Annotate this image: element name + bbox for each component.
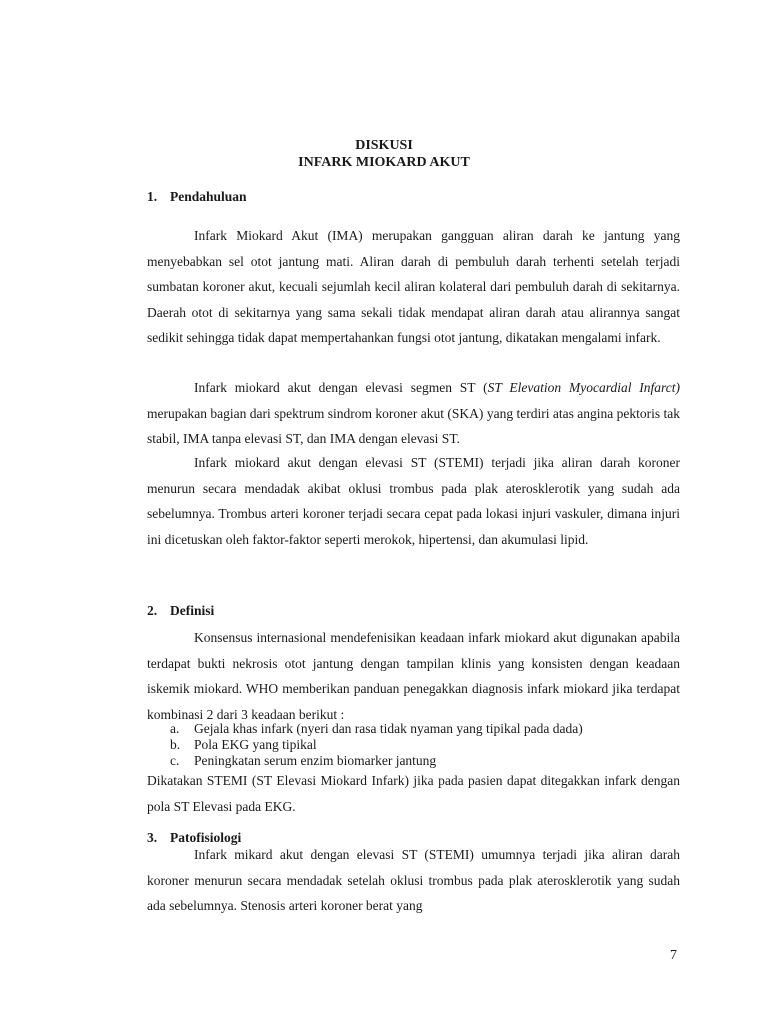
list-item: a. Gejala khas infark (nyeri dan rasa tidak nyaman yang tipikal pada dada) <box>170 721 583 736</box>
list-item: b. Pola EKG yang tipikal <box>170 737 317 752</box>
document-subtitle: INFARK MIOKARD AKUT <box>298 155 470 170</box>
paragraph-pendahuluan-3: Infark miokard akut dengan elevasi ST (STEMI) terjadi jika aliran darah koroner menurun secara mendadak akibat oklusi trombus pada plak aterosklerotik yang sudah ada sebelumnya. Trombus arteri koroner terjadi secara cepat pada lokasi injuri vaskuler, dimana injuri ini dicetuskan oleh faktor-faktor seperti merokok, hipertensi, dan akumulasi lipid. <box>147 455 680 547</box>
italic-term: ST Elevation Myocardial Infarct) <box>487 380 681 395</box>
page-number: 7 <box>670 948 677 963</box>
section-number: 2. <box>147 603 158 618</box>
document-title: DISKUSI <box>355 138 413 153</box>
section-title: Pendahuluan <box>170 189 247 204</box>
section-title: Definisi <box>170 603 215 618</box>
section-number: 3. <box>147 830 158 845</box>
section-heading-pendahuluan <box>147 189 247 205</box>
paragraph-patofisiologi-1: Infark mikard akut dengan elevasi ST (STEMI) umumnya terjadi jika aliran darah koroner menurun secara mendadak setelah oklusi trombus pada plak aterosklerotik yang sudah ada sebelumnya. Stenosis arteri koroner berat yang <box>147 847 680 913</box>
paragraph-definisi-1: Konsensus internasional mendefenisikan keadaan infark miokard akut digunakan apabila terdapat bukti nekrosis otot jantung dengan tampilan klinis yang konsisten dengan keadaan iskemik miokard. WHO memberikan panduan penegakkan diagnosis infark miokard jika terdapat kombinasi 2 dari 3 keadaan berikut : <box>147 630 680 722</box>
criteria-list <box>170 721 680 769</box>
paragraph-pendahuluan-2: Infark miokard akut dengan elevasi segmen ST (ST Elevation Myocardial Infarct) merupakan bagian dari spektrum sindrom koroner akut (SKA) yang terdiri atas angina pektoris tak stabil, IMA tanpa elevasi ST, dan IMA dengan elevasi ST. <box>147 380 681 446</box>
section-number: 1. <box>147 189 158 204</box>
list-item: c. Peningkatan serum enzim biomarker jantung <box>170 753 437 768</box>
section-title: Patofisiologi <box>170 830 242 845</box>
paragraph-pendahuluan-1: Infark Miokard Akut (IMA) merupakan gangguan aliran darah ke jantung yang menyebabkan sel otot jantung mati. Aliran darah di pembuluh darah terhenti setelah terjadi sumbatan koroner akut, kecuali sejumlah kecil aliran kolateral dari pembuluh darah di sekitarnya. Daerah otot di sekitarnya yang sama sekali tidak mendapat aliran darah atau alirannya sangat sedikit sehingga tidak dapat mempertahankan fungsi otot jantung, dikatakan mengalami infark. <box>147 228 680 345</box>
paragraph-definisi-2: Dikatakan STEMI (ST Elevasi Miokard Infark) jika pada pasien dapat ditegakkan infark dengan pola ST Elevasi pada EKG. <box>147 773 680 814</box>
section-heading-definisi <box>147 603 214 619</box>
